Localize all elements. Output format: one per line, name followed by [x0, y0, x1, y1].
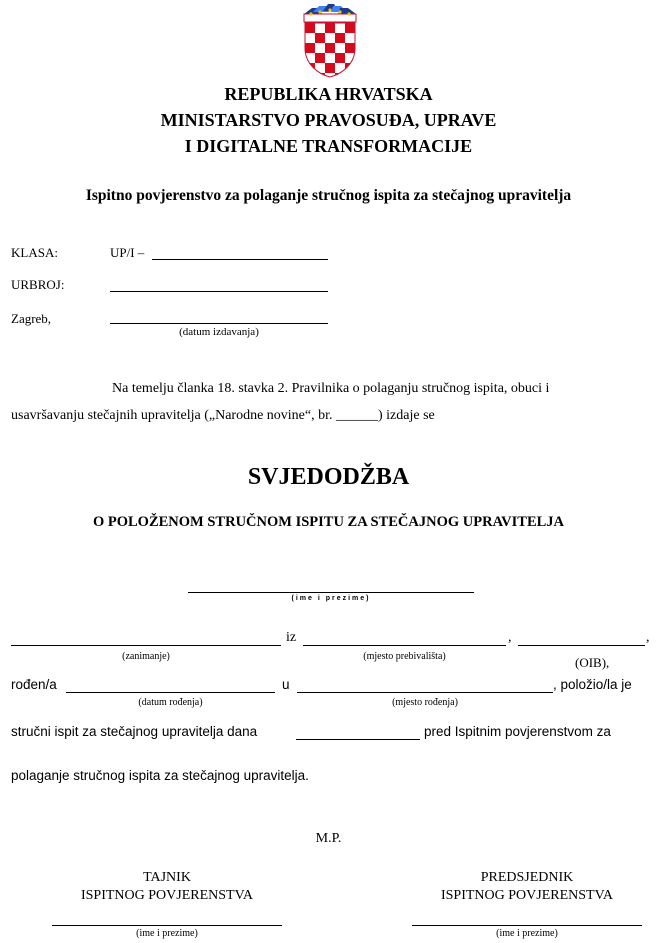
name-field[interactable] [188, 592, 474, 593]
oib-field[interactable] [518, 645, 645, 646]
occupation-caption: (zanimanje) [122, 651, 170, 662]
iz-text: iz [286, 630, 297, 645]
president-signature-field[interactable] [412, 925, 642, 926]
klasa-label: KLASA: [11, 245, 58, 260]
oib-caption: (OIB), [575, 655, 610, 670]
place-label: Zagreb, [11, 311, 52, 326]
comma-2: , [646, 630, 650, 645]
u-text: u [282, 677, 290, 692]
name-caption: (ime i prezime) [291, 595, 371, 602]
klasa-prefix: UP/I – [110, 245, 145, 260]
secretary-signature-field[interactable] [52, 925, 282, 926]
residence-caption: (mjesto prebivališta) [363, 651, 446, 662]
document-title: SVJEDODŽBA [247, 464, 410, 490]
intro-line2: usavršavanju stečajnih upravitelja („Narodne novine“, br. ______) izdaje se [11, 408, 435, 423]
birth-place-caption: (mjesto rođenja) [392, 697, 458, 708]
exam-text: stručni ispit za stečajnog upravitelja dana [11, 724, 258, 739]
occupation-field[interactable] [11, 645, 281, 646]
secretary-title-cont: ISPITNOG POVJERENSTVA [80, 888, 254, 903]
birth-date-caption: (datum rođenja) [138, 697, 203, 708]
before-commission-text: pred Ispitnim povjerenstvom za [424, 724, 611, 739]
president-caption: (ime i prezime) [496, 928, 558, 939]
stamp-place: M.P. [315, 831, 342, 846]
klasa-field[interactable] [152, 259, 328, 260]
president-title: PREDSJEDNIK [480, 870, 574, 885]
passed-text: , položio/la je [553, 677, 632, 692]
header-ministry-cont: I DIGITALNE TRANSFORMACIJE [184, 136, 473, 156]
born-text: rođen/a [11, 677, 57, 692]
header-republic: REPUBLIKA HRVATSKA [224, 84, 433, 104]
residence-field[interactable] [303, 645, 506, 646]
birth-date-field[interactable] [66, 692, 275, 693]
comma-1: , [508, 630, 512, 645]
intro-line1: Na temelju članka 18. stavka 2. Pravilnika o polaganju stručnog ispita, obuci i [112, 381, 550, 396]
date-caption: (datum izdavanja) [179, 326, 259, 338]
birth-place-field[interactable] [297, 692, 553, 693]
date-field[interactable] [110, 323, 328, 324]
secretary-caption: (ime i prezime) [136, 928, 198, 939]
exam-date-field[interactable] [296, 739, 420, 740]
urbroj-field[interactable] [110, 291, 328, 292]
secretary-title: TAJNIK [143, 870, 191, 885]
commission-title: Ispitno povjerenstvo za polaganje stručnog ispita za stečajnog upravitelja [85, 187, 572, 204]
president-title-cont: ISPITNOG POVJERENSTVA [440, 888, 614, 903]
coat-of-arms-icon [302, 4, 358, 78]
exam-text-cont: polaganje stručnog ispita za stečajnog upravitelja. [11, 768, 309, 783]
urbroj-label: URBROJ: [11, 277, 65, 292]
document-subtitle: O POLOŽENOM STRUČNOM ISPITU ZA STEČAJNOG UPRAVITELJA [92, 514, 565, 530]
header-ministry: MINISTARSTVO PRAVOSUĐA, UPRAVE [160, 110, 497, 130]
